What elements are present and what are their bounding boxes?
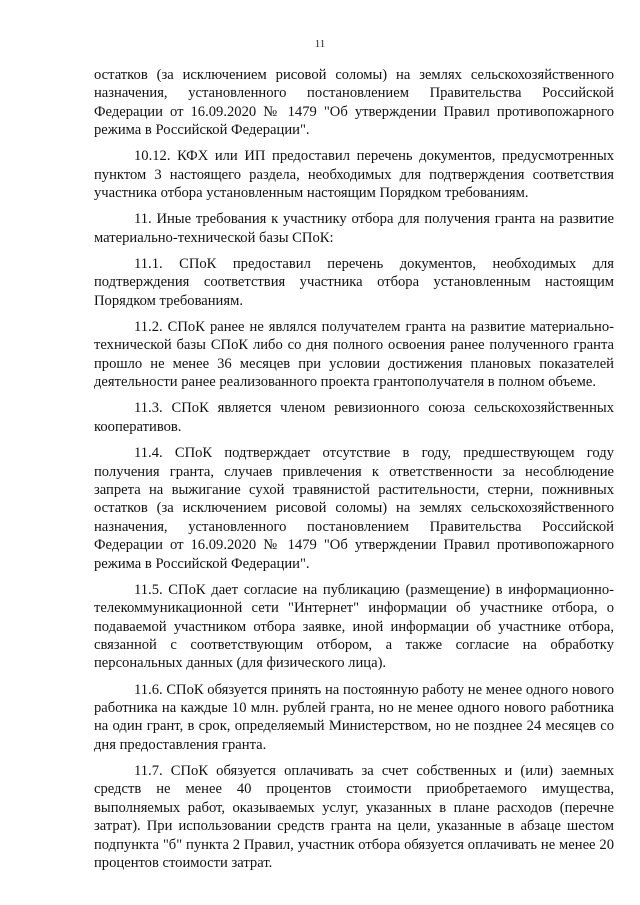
paragraph: 11.5. СПоК дает согласие на публикацию (размещение) в информационно-телекоммуникационной сети "Интернет" информации об участнике отбора, о подаваемой участником отбора заявке, иной информации об участнике отбора, связанной с соответствующим отбором, а также согласие на обработку персональных данных (для физического лица). — [94, 581, 614, 672]
paragraph: 11.6. СПоК обязуется принять на постоянную работу не менее одного нового работника на каждые 10 млн. рублей гранта, но не менее одного нового работника на один грант, в срок, определяемый Министерством, но не позднее 24 месяцев со дня предоставления гранта. — [94, 681, 614, 753]
paragraph: 11.7. СПоК обязуется оплачивать за счет собственных и (или) заемных средств не менее 40 процентов стоимости приобретаемого имущества, выполняемых работ, оказываемых услуг, указанных в плане расходов (перечне затрат). При использовании средств гранта на цели, указанные в абзаце шестом подпункта "б" пункта 2 Правил, участник отбора обязуется оплачивать не менее 20 процентов стоимости затрат. — [94, 762, 614, 872]
paragraph: 10.12. КФХ или ИП предоставил перечень документов, предусмотренных пунктом 3 настоящего раздела, необходимых для подтверждения соответствия участника отбора установленным настоящим Порядком требованиям. — [94, 148, 614, 202]
paragraph: 11.4. СПоК подтверждает отсутствие в году, предшествующем году получения гранта, случаев привлечения к ответственности за несоблюдение запрета на выжигание сухой травянистой растительности, стерни, пожнивных остатков (за исключением рисовой соломы) на землях сельскохозяйственного назначения, установленного постановлением Правительства Российской Федерации от 16.09.2020 № 1479 "Об утверждении Правил противопожарного режима в Российской Федерации". — [94, 445, 614, 572]
paragraph: 11.2. СПоК ранее не являлся получателем гранта на развитие материально-технической базы СПоК либо со дня полного освоения ранее полученного гранта прошло не менее 36 месяцев при условии достижения плановых показателей деятельности ранее реализованного проекта грантополучателя в полном объеме. — [94, 319, 614, 391]
paragraph: 11.1. СПоК предоставил перечень документов, необходимых для подтверждения соответствия участника отбора установленным настоящим Порядком требованиям. — [94, 256, 614, 309]
paragraph: остатков (за исключением рисовой соломы) на землях сельскохозяйственного назначения, установленного постановлением Правительства Российской Федерации от 16.09.2020 № 1479 "Об утверждении Правил противопожарного режима в Российской Федерации". — [94, 67, 614, 139]
paragraph: 11.3. СПоК является членом ревизионного союза сельскохозяйственных кооперативов. — [94, 400, 614, 435]
paragraph: 11. Иные требования к участнику отбора для получения гранта на развитие материально-технической базы СПоК: — [94, 211, 614, 246]
page-number: 11 — [314, 38, 326, 50]
document-body — [94, 66, 614, 880]
